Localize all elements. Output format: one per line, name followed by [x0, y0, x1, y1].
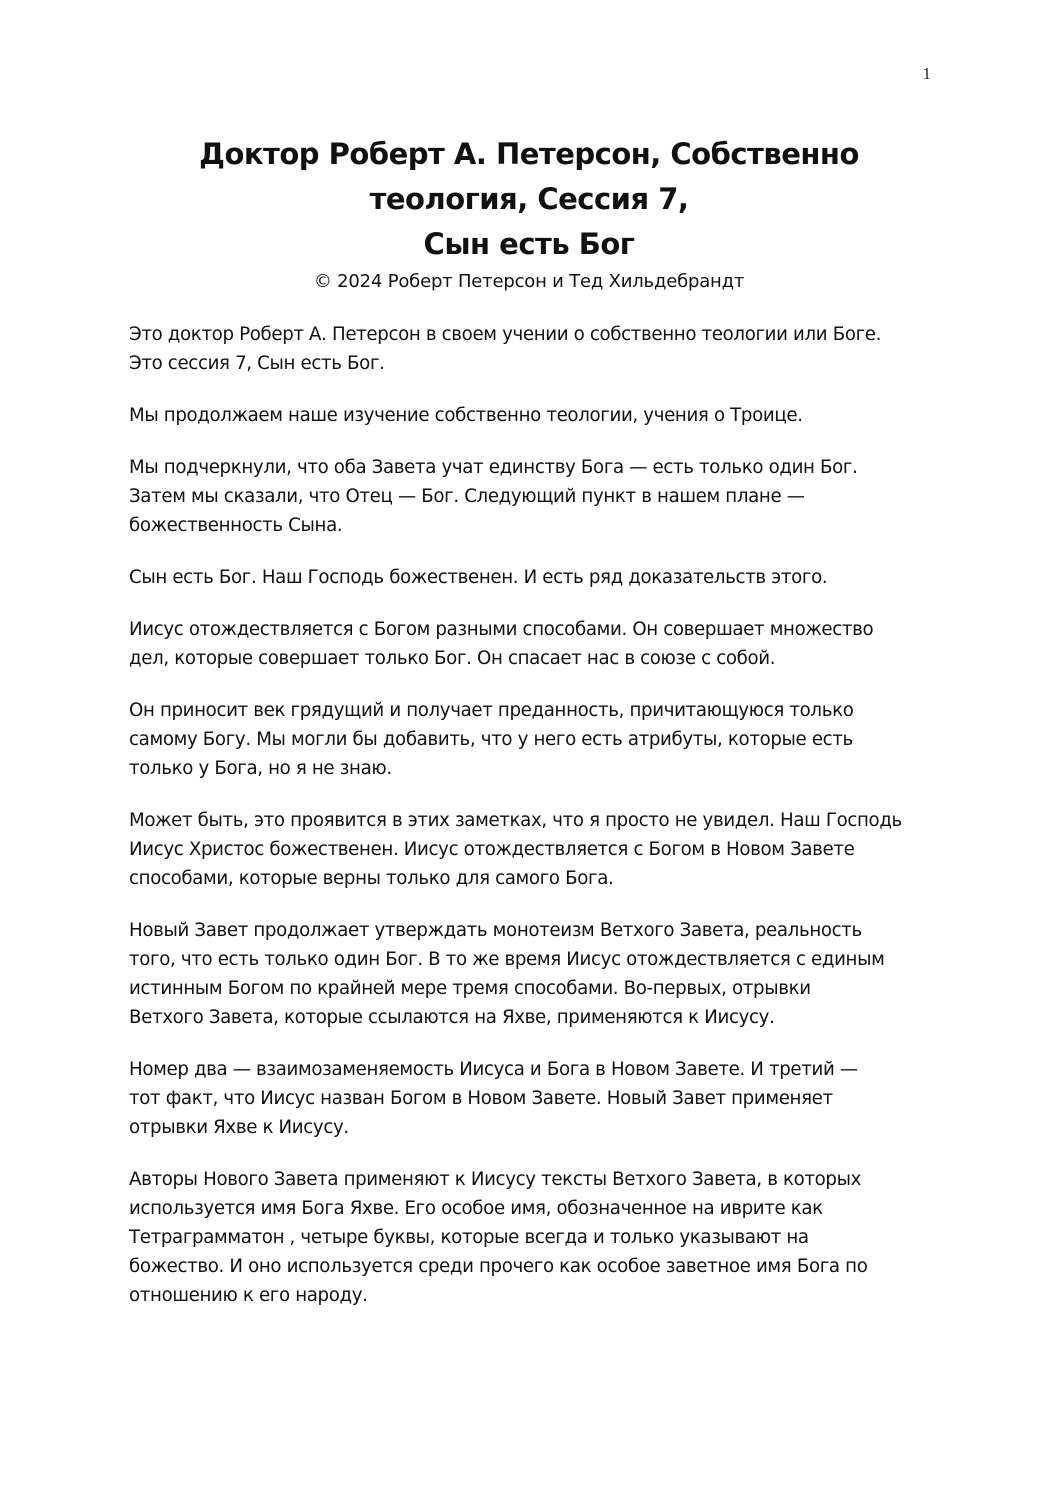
paragraph: Мы подчеркнули, что оба Завета учат единству Бога — есть только один Бог. Затем мы сказали, что Отец — Бог. Следующий пункт в нашем плане — божественность Сына. [129, 457, 858, 536]
paragraph: Это доктор Роберт А. Петерсон в своем учении о собственно теологии или Боге. Это сессия 7, Сын есть Бог. [129, 324, 882, 374]
title-line-2: теология, Сессия 7, [369, 182, 689, 216]
paragraph: Новый Завет продолжает утверждать монотеизм Ветхого Завета, реальность того, что есть только один Бог. В то же время Иисус отождествляется с единым истинным Богом по крайней мере тремя способами. Во-первых, отрывки Ветхого Завета, которые ссылаются на Яхве, применяются к Иисусу. [129, 920, 885, 1028]
paragraph: Сын есть Бог. Наш Господь божественен. И есть ряд доказательств этого. [129, 567, 828, 588]
paragraph: Он приносит век грядущий и получает преданность, причитающуюся только самому Богу. Мы могли бы добавить, что у него есть атрибуты, которые есть только у Бога, но я не знаю. [129, 700, 854, 779]
title-block [120, 132, 938, 295]
paragraph: Номер два — взаимозаменяемость Иисуса и Бога в Новом Завете. И третий — тот факт, что Иисус назван Богом в Новом Завете. Новый Завет применяет отрывки Яхве к Иисусу. [129, 1059, 858, 1138]
paragraph: Иисус отождествляется с Богом разными способами. Он совершает множество дел, которые совершает только Бог. Он спасает нас в союзе с собой. [129, 619, 874, 669]
document-body [129, 320, 949, 1333]
paragraph: Мы продолжаем наше изучение собственно теологии, учения о Троице. [129, 405, 803, 426]
title-line-1: Доктор Роберт А. Петерсон, Собственно [199, 137, 859, 171]
copyright-notice: © 2024 Роберт Петерсон и Тед Хильдебрандт [313, 271, 745, 292]
paragraph: Авторы Нового Завета применяют к Иисусу тексты Ветхого Завета, в которых используется имя Бога Яхве. Его особое имя, обозначенное на иврите как Тетраграмматон , четыре буквы, которые всегда и только указывают на божество. И оно используется среди прочего как особое заветное имя Бога по отношению к его народу. [129, 1169, 868, 1306]
page-number: 1 [922, 64, 931, 83]
title-line-3: Сын есть Бог [423, 227, 635, 261]
paragraph: Может быть, это проявится в этих заметках, что я просто не увидел. Наш Господь Иисус Христос божественен. Иисус отождествляется с Богом в Новом Завете способами, которые верны только для самого Бога. [129, 810, 902, 889]
